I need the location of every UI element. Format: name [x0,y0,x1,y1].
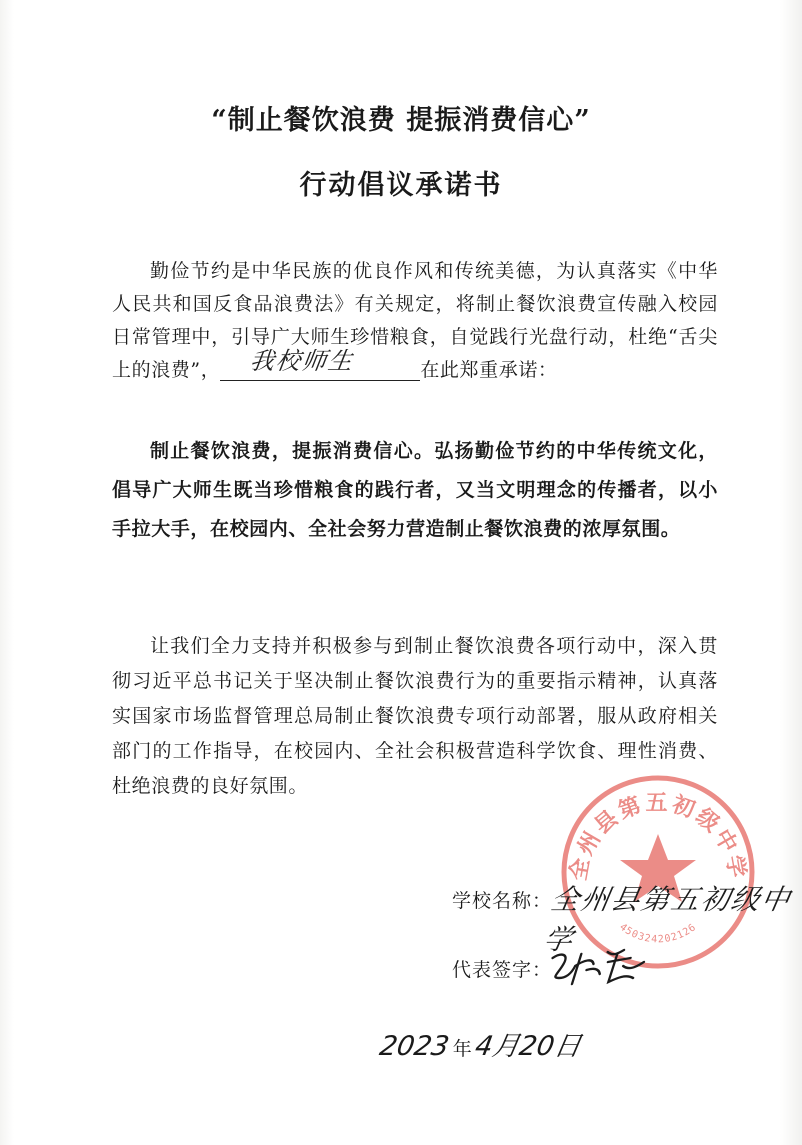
paragraph-intro-end: 在此郑重承诺： [420,359,558,381]
paragraph-call-to-action: 让我们全力支持并积极参与到制止餐饮浪费各项行动中，深入贯彻习近平总书记关于坚决制止餐饮浪费行为的重要指示精神，认真落实国家市场监督管理总局制止餐饮浪费专项行动部署，服从政府相关部门的工作指导，在校园内、全社会积极营造科学饮食、理性消费、杜绝浪费的良好氛围。 [112,635,718,797]
seal-code-text: 450324202126 [617,921,699,946]
paragraph-commitment: 制止餐饮浪费，提振消费信心。弘扬勤俭节约的中华传统文化，倡导广大师生既当珍惜粮食的践行者，又当文明理念的传播者，以小手拉大手，在校园内、全社会努力营造制止餐饮浪费的浓厚氛围。 [112,440,718,540]
seal-name-text: 全州县第五初级中学 [566,791,750,883]
paragraph-intro-text: 勤俭节约是中华民族的优良作风和传统美德，为认真落实《中华人民共和国反食品浪费法》有关规定，将制止餐饮浪费宣传融入校园日常管理中，引导广大师生珍惜粮食，自觉践行光盘行动，杜绝“舌尖上的浪费”， [112,260,718,381]
paragraph-intro [112,255,718,387]
document-title-line1: “制止餐饮浪费 提振消费信心” [211,105,591,136]
representative-signature [541,944,659,990]
date-year-label: 年 [452,1038,472,1060]
school-name-label: 学校名称： [452,890,553,912]
fill-in-blank [220,347,420,381]
date-line [377,1024,584,1063]
date-year-handwriting: 2023 [377,1031,452,1062]
date-month-day-handwriting: 4月20日 [472,1031,584,1062]
document-title-line2: 行动倡议承诺书 [299,170,503,201]
representative-signature-label: 代表签字： [452,959,553,981]
school-name-handwriting: 全州县第五初级中学 [541,883,795,956]
fill-in-handwriting: 我校师生 [248,347,357,375]
